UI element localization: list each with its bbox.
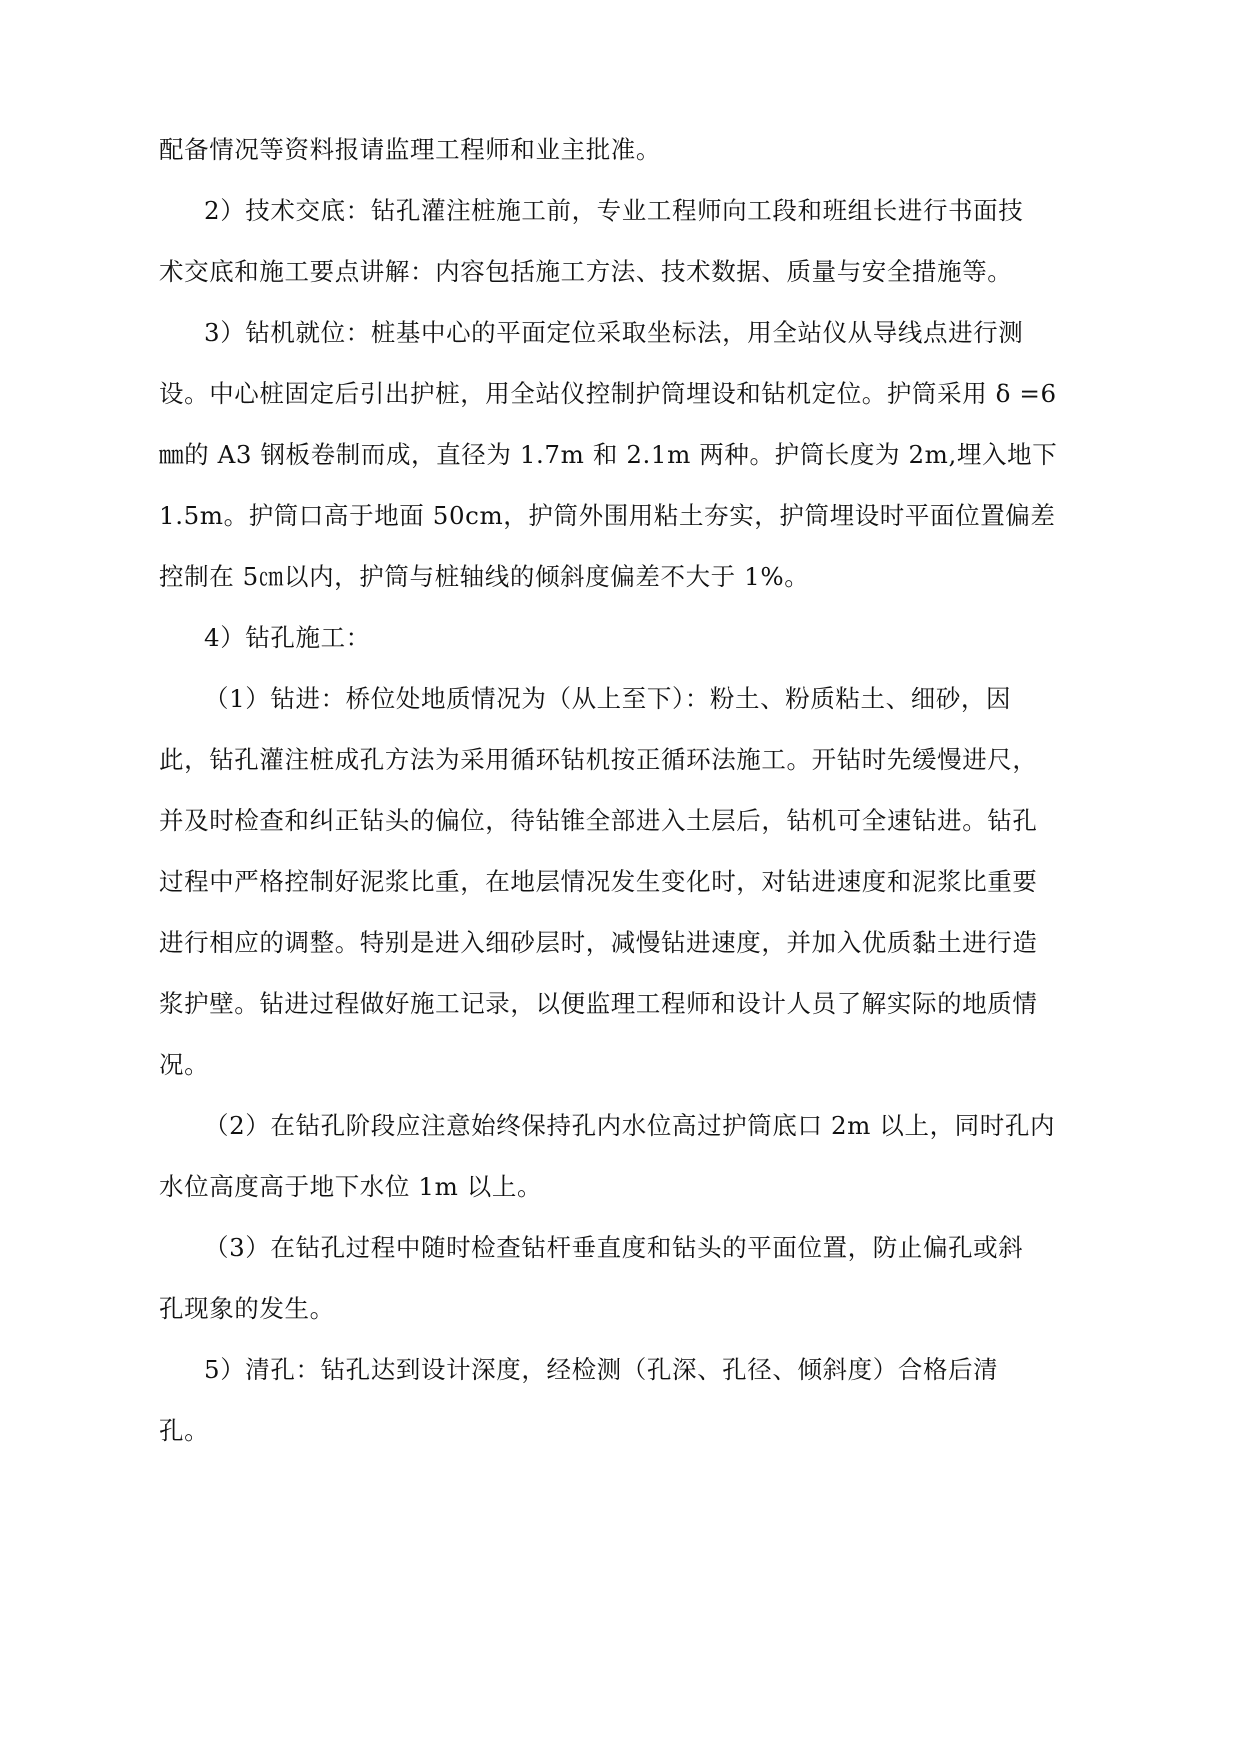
text-line: 此，钻孔灌注桩成孔方法为采用循环钻机按正循环法施工。开钻时先缓慢进尺， <box>159 745 1038 774</box>
text-line: 控制在 5㎝以内，护筒与桩轴线的倾斜度偏差不大于 1%。 <box>159 562 810 591</box>
text-line: 浆护壁。钻进过程做好施工记录，以便监理工程师和设计人员了解实际的地质情 <box>159 989 1038 1018</box>
text-line: （3）在钻孔过程中随时检查钻杆垂直度和钻头的平面位置，防止偏孔或斜 <box>204 1233 1024 1262</box>
text-line: 配备情况等资料报请监理工程师和业主批准。 <box>159 135 661 164</box>
text-line: 1.5m。护筒口高于地面 50cm，护筒外围用粘土夯实，护筒埋设时平面位置偏差 <box>159 501 1056 530</box>
text-line: （1）钻进：桥位处地质情况为（从上至下）：粉土、粉质粘土、细砂，因 <box>204 684 1012 713</box>
text-line: （2）在钻孔阶段应注意始终保持孔内水位高过护筒底口 2m 以上，同时孔内 <box>204 1111 1056 1140</box>
text-line: 4）钻孔施工： <box>204 623 371 652</box>
text-line: 进行相应的调整。特别是进入细砂层时，减慢钻进速度，并加入优质黏土进行造 <box>159 928 1038 957</box>
text-line: 水位高度高于地下水位 1m 以上。 <box>159 1172 543 1201</box>
text-line: 设。中心桩固定后引出护桩，用全站仪控制护筒埋设和钻机定位。护筒采用 δ =6 <box>159 379 1057 408</box>
text-line: 并及时检查和纠正钻头的偏位，待钻锥全部进入土层后，钻机可全速钻进。钻孔 <box>159 806 1038 835</box>
text-line: ㎜的 A3 钢板卷制而成，直径为 1.7m 和 2.1m 两种。护筒长度为 2m,埋入地下 <box>159 440 1058 469</box>
text-line: 术交底和施工要点讲解：内容包括施工方法、技术数据、质量与安全措施等。 <box>159 257 1013 286</box>
text-line: 过程中严格控制好泥浆比重，在地层情况发生变化时，对钻进速度和泥浆比重要 <box>159 867 1038 896</box>
text-line: 孔。 <box>159 1416 210 1445</box>
text-line: 况。 <box>159 1050 210 1079</box>
text-line: 2）技术交底：钻孔灌注桩施工前，专业工程师向工段和班组长进行书面技 <box>204 196 1024 225</box>
text-line: 孔现象的发生。 <box>159 1294 335 1323</box>
text-line: 3）钻机就位：桩基中心的平面定位采取坐标法，用全站仪从导线点进行测 <box>204 318 1024 347</box>
text-line: 5）清孔：钻孔达到设计深度，经检测（孔深、孔径、倾斜度）合格后清 <box>204 1355 999 1384</box>
